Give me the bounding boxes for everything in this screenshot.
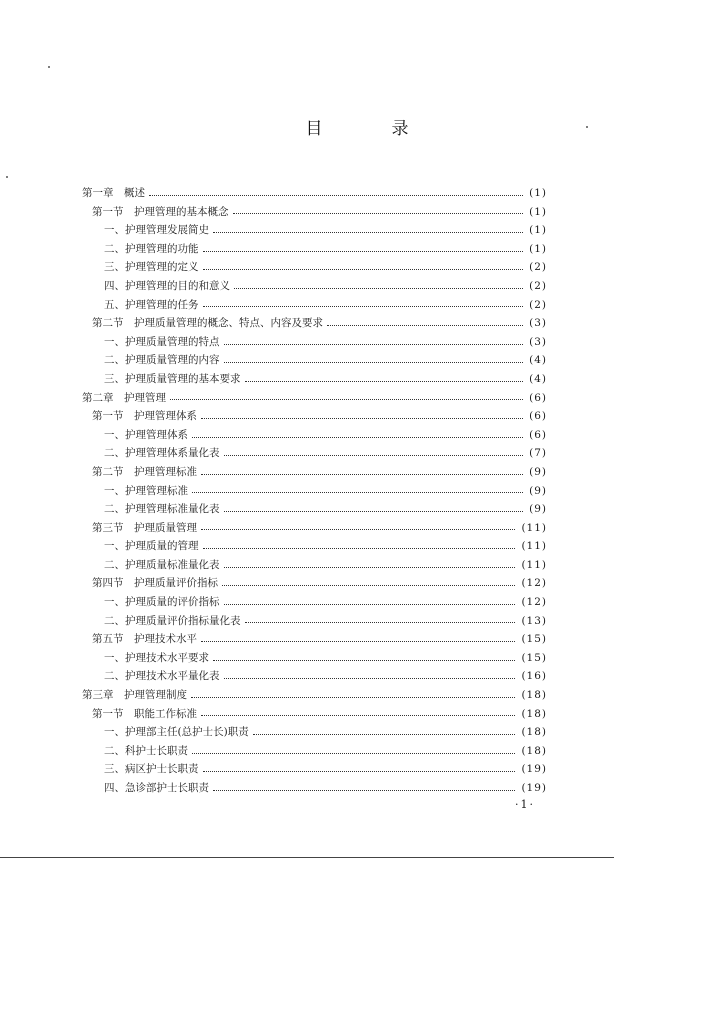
toc-entry-page: (15) [521,633,547,646]
toc-entry-page: (4) [529,354,547,367]
toc-dot-leader [201,474,523,475]
toc-entry-label: 三、护理质量管理的基本要求 [104,370,245,389]
toc-dot-leader [203,269,524,270]
toc-dot-leader [224,455,524,456]
scan-speck [586,126,588,128]
page-title: 目 录 [305,119,435,139]
toc-entry-label: 一、护理管理体系 [104,426,192,445]
toc-entry-label: 四、护理管理的目的和意义 [104,277,234,296]
toc-entry-label: 第四节 护理质量评价指标 [92,574,222,593]
toc-dot-leader [245,622,516,623]
toc-entry-page: (18) [521,744,547,757]
toc-entry [0,482,547,501]
toc-entry-page: (9) [529,503,547,516]
toc-dot-leader [149,195,523,196]
toc-dot-leader [224,678,516,679]
toc-entry [0,314,547,333]
toc-dot-leader [234,288,523,289]
toc-entry-page: (2) [529,261,547,274]
toc-entry [0,184,547,203]
toc-entry [0,667,547,686]
toc-entry-label: 第五节 护理技术水平 [92,630,201,649]
toc-dot-leader [222,585,515,586]
toc-entry-label: 一、护理技术水平要求 [104,649,213,668]
toc-entry-label: 二、护理管理体系量化表 [104,444,224,463]
toc-entry-page: (19) [521,782,547,794]
toc-entry [0,203,547,222]
toc-entry [0,407,547,426]
toc-entry-page: (1) [529,205,547,218]
toc-entry-page: (1) [529,224,547,237]
toc-dot-leader [170,399,523,400]
toc-entry-label: 一、护理质量的管理 [104,537,203,556]
toc-dot-leader [224,344,524,345]
toc-entry-label: 三、病区护士长职责 [104,760,203,779]
toc-entry-label: 第一节 护理管理体系 [92,407,201,426]
toc-entry-page: (4) [529,372,547,385]
page-number: ·1· [515,798,535,811]
toc-entry-label: 二、护理质量评价指标量化表 [104,612,245,631]
toc-entry [0,333,547,352]
toc-entry-page: (3) [529,317,547,330]
toc-entry-label: 二、护理质量标准量化表 [104,556,224,575]
toc-entry [0,444,547,463]
toc-entry [0,500,547,519]
toc-dot-leader [224,604,516,605]
scan-speck [48,66,50,68]
toc-entry-page: (6) [529,410,547,423]
toc-dot-leader [213,660,515,661]
toc-entry-label: 第一节 护理管理的基本概念 [92,203,233,222]
toc-dot-leader [192,492,523,493]
toc-entry-page: (11) [521,540,547,553]
toc-entry-label: 第三章 护理管理制度 [82,686,191,705]
toc-entry [0,649,547,668]
toc-entry [0,277,547,296]
toc-dot-leader [203,251,524,252]
toc-entry-label: 一、护理管理标准 [104,482,192,501]
toc-entry-label: 第一章 概述 [82,184,149,203]
toc-dot-leader [191,697,515,698]
toc-entry-label: 第二章 护理管理 [82,389,170,408]
toc-dot-leader [213,790,515,791]
toc-entry [0,574,547,593]
toc-entry [0,221,547,240]
toc-entry-page: (6) [529,428,547,441]
toc-entry-label: 一、护理部主任(总护士长)职责 [104,723,253,742]
toc-entry [0,742,547,761]
toc-entry-page: (18) [521,689,547,702]
toc-entry-page: (1) [529,187,547,199]
toc-entry [0,351,547,370]
toc-entry-label: 第二节 护理质量管理的概念、特点、内容及要求 [92,314,327,333]
toc-dot-leader [192,437,523,438]
toc-entry-label: 二、护理质量管理的内容 [104,351,224,370]
toc-entry [0,370,547,389]
toc-entry [0,630,547,649]
toc-entry-label: 一、护理质量管理的特点 [104,333,224,352]
toc-dot-leader [213,232,523,233]
toc-entry-page: (9) [529,484,547,497]
toc-entry [0,760,547,779]
toc-entry-page: (11) [521,521,547,534]
toc-entry-page: (18) [521,707,547,720]
toc-entry [0,258,547,277]
toc-entry-label: 二、护理管理的功能 [104,240,203,259]
toc-entry [0,779,547,798]
toc-entry-page: (6) [529,391,547,404]
toc-entry-label: 二、护理管理标准量化表 [104,500,224,519]
toc-entry [0,296,547,315]
toc-entry-page: (2) [529,298,547,311]
toc-dot-leader [203,306,524,307]
toc-entry [0,593,547,612]
toc-entry-page: (3) [529,335,547,348]
scan-speck [6,176,8,178]
toc-entry-page: (15) [521,651,547,664]
toc-entry [0,389,547,408]
toc-entry [0,426,547,445]
toc-entry-page: (11) [521,558,547,571]
toc-entry-label: 第一节 职能工作标准 [92,705,201,724]
toc-entry-label: 第二节 护理管理标准 [92,463,201,482]
toc-dot-leader [253,734,516,735]
toc-entry-label: 一、护理质量的评价指标 [104,593,224,612]
toc-entry [0,519,547,538]
toc-dot-leader [201,418,523,419]
toc-entry-page: (13) [521,614,547,627]
toc-entry-page: (16) [521,670,547,683]
toc-entry-page: (9) [529,465,547,478]
toc-entry [0,723,547,742]
toc-dot-leader [224,362,524,363]
toc-entry-label: 五、护理管理的任务 [104,296,203,315]
toc-dot-leader [327,325,523,326]
toc-dot-leader [203,548,516,549]
toc-entry [0,612,547,631]
toc-dot-leader [201,529,515,530]
toc-entry-page: (2) [529,279,547,292]
toc-entry [0,556,547,575]
toc-dot-leader [203,771,516,772]
toc-entry-page: (12) [521,577,547,590]
toc-dot-leader [245,381,524,382]
page-bottom-rule [0,857,614,858]
toc-entry-label: 三、护理管理的定义 [104,258,203,277]
toc-entry-label: 一、护理管理发展简史 [104,221,213,240]
toc-entry-label: 二、科护士长职责 [104,742,192,761]
toc-entry-label: 二、护理技术水平量化表 [104,667,224,686]
toc-entry [0,463,547,482]
toc-dot-leader [201,715,515,716]
toc-entry-label: 四、急诊部护士长职责 [104,779,213,798]
toc-entry-page: (18) [521,726,547,739]
toc-entry-page: (12) [521,596,547,609]
toc-dot-leader [233,213,524,214]
toc-dot-leader [201,641,515,642]
toc-entry-page: (19) [521,763,547,776]
toc-dot-leader [224,511,524,512]
toc-entry-label: 第三节 护理质量管理 [92,519,201,538]
toc-entry [0,686,547,705]
toc-entry-page: (7) [529,447,547,460]
toc-entry [0,240,547,259]
toc-entry-page: (1) [529,242,547,255]
toc-entry [0,705,547,724]
toc-dot-leader [224,567,516,568]
toc-entry [0,537,547,556]
table-of-contents [0,184,714,798]
toc-dot-leader [192,753,515,754]
